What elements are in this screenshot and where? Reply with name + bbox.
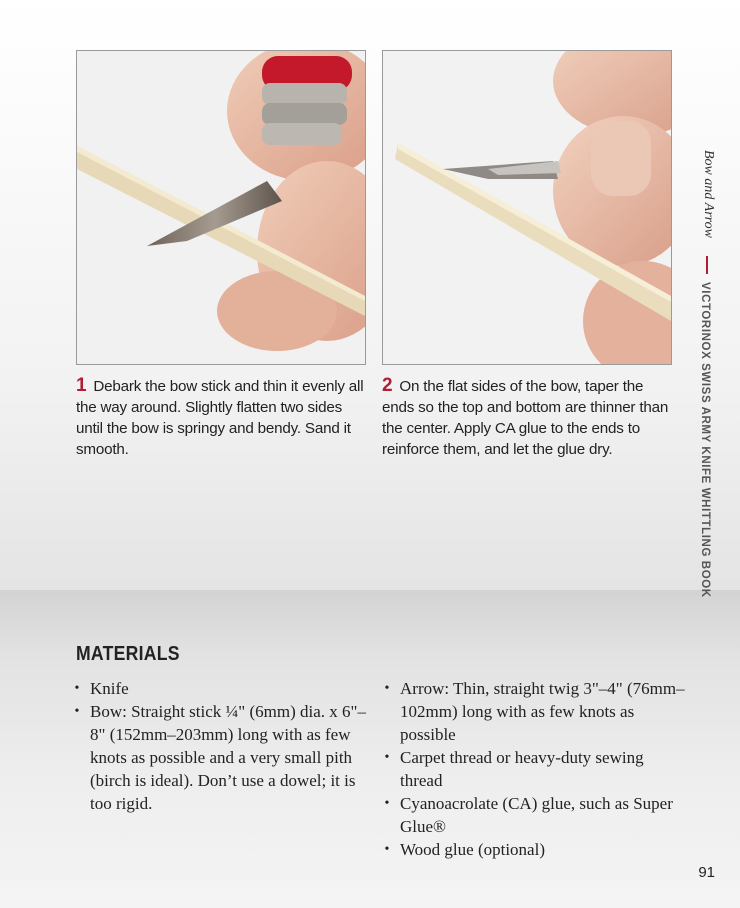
bullet-icon: • <box>384 842 390 857</box>
material-text: Cyanoacrolate (CA) glue, such as Super Glue® <box>400 794 673 836</box>
step-1-number: 1 <box>76 375 87 396</box>
step-1-text: Debark the bow stick and thin it evenly all the way around. Slightly flatten two sides until the bow is springy and bendy. Sand it smooth. <box>76 378 364 458</box>
sidebar-section-title: Bow and Arrow <box>701 150 716 238</box>
step-2-caption <box>382 375 674 460</box>
material-text: Bow: Straight stick ¼" (6mm) dia. x 6"–8" (152mm–203mm) long with as few knots as possible and a very small pith (birch is ideal). Don’t use a dowel; it is too rigid. <box>90 702 366 813</box>
list-item <box>380 677 690 746</box>
list-item <box>380 746 690 792</box>
step-2-number: 2 <box>382 375 393 396</box>
list-item <box>70 677 370 700</box>
list-item <box>380 838 690 861</box>
material-text: Arrow: Thin, straight twig 3"–4" (76mm–102mm) long with as few knots as possible <box>400 679 685 744</box>
materials-list-right <box>380 677 690 861</box>
material-text: Knife <box>90 679 129 698</box>
bullet-icon: • <box>384 681 390 696</box>
list-item <box>380 792 690 838</box>
step-2-text: On the flat sides of the bow, taper the ends so the top and bottom are thinner than the center. Apply CA glue to the ends to reinforce them, and let the glue dry. <box>382 378 669 458</box>
list-item <box>70 700 370 815</box>
photo-taper-bow-ends <box>382 50 672 365</box>
bullet-icon: • <box>384 796 390 811</box>
sidebar-book-title: VICTORINOX SWISS ARMY KNIFE WHITTLING BOOK <box>699 282 711 598</box>
step-1-caption <box>76 375 368 460</box>
material-text: Wood glue (optional) <box>400 840 545 859</box>
bullet-icon: • <box>74 704 80 719</box>
page-number: 91 <box>698 864 715 881</box>
bullet-icon: • <box>74 681 80 696</box>
bullet-icon: • <box>384 750 390 765</box>
photo-debark-bow-stick <box>76 50 366 365</box>
materials-heading: MATERIALS <box>76 643 180 665</box>
sidebar-divider <box>706 256 708 274</box>
materials-list-left <box>70 677 370 815</box>
material-text: Carpet thread or heavy-duty sewing thread <box>400 748 644 790</box>
